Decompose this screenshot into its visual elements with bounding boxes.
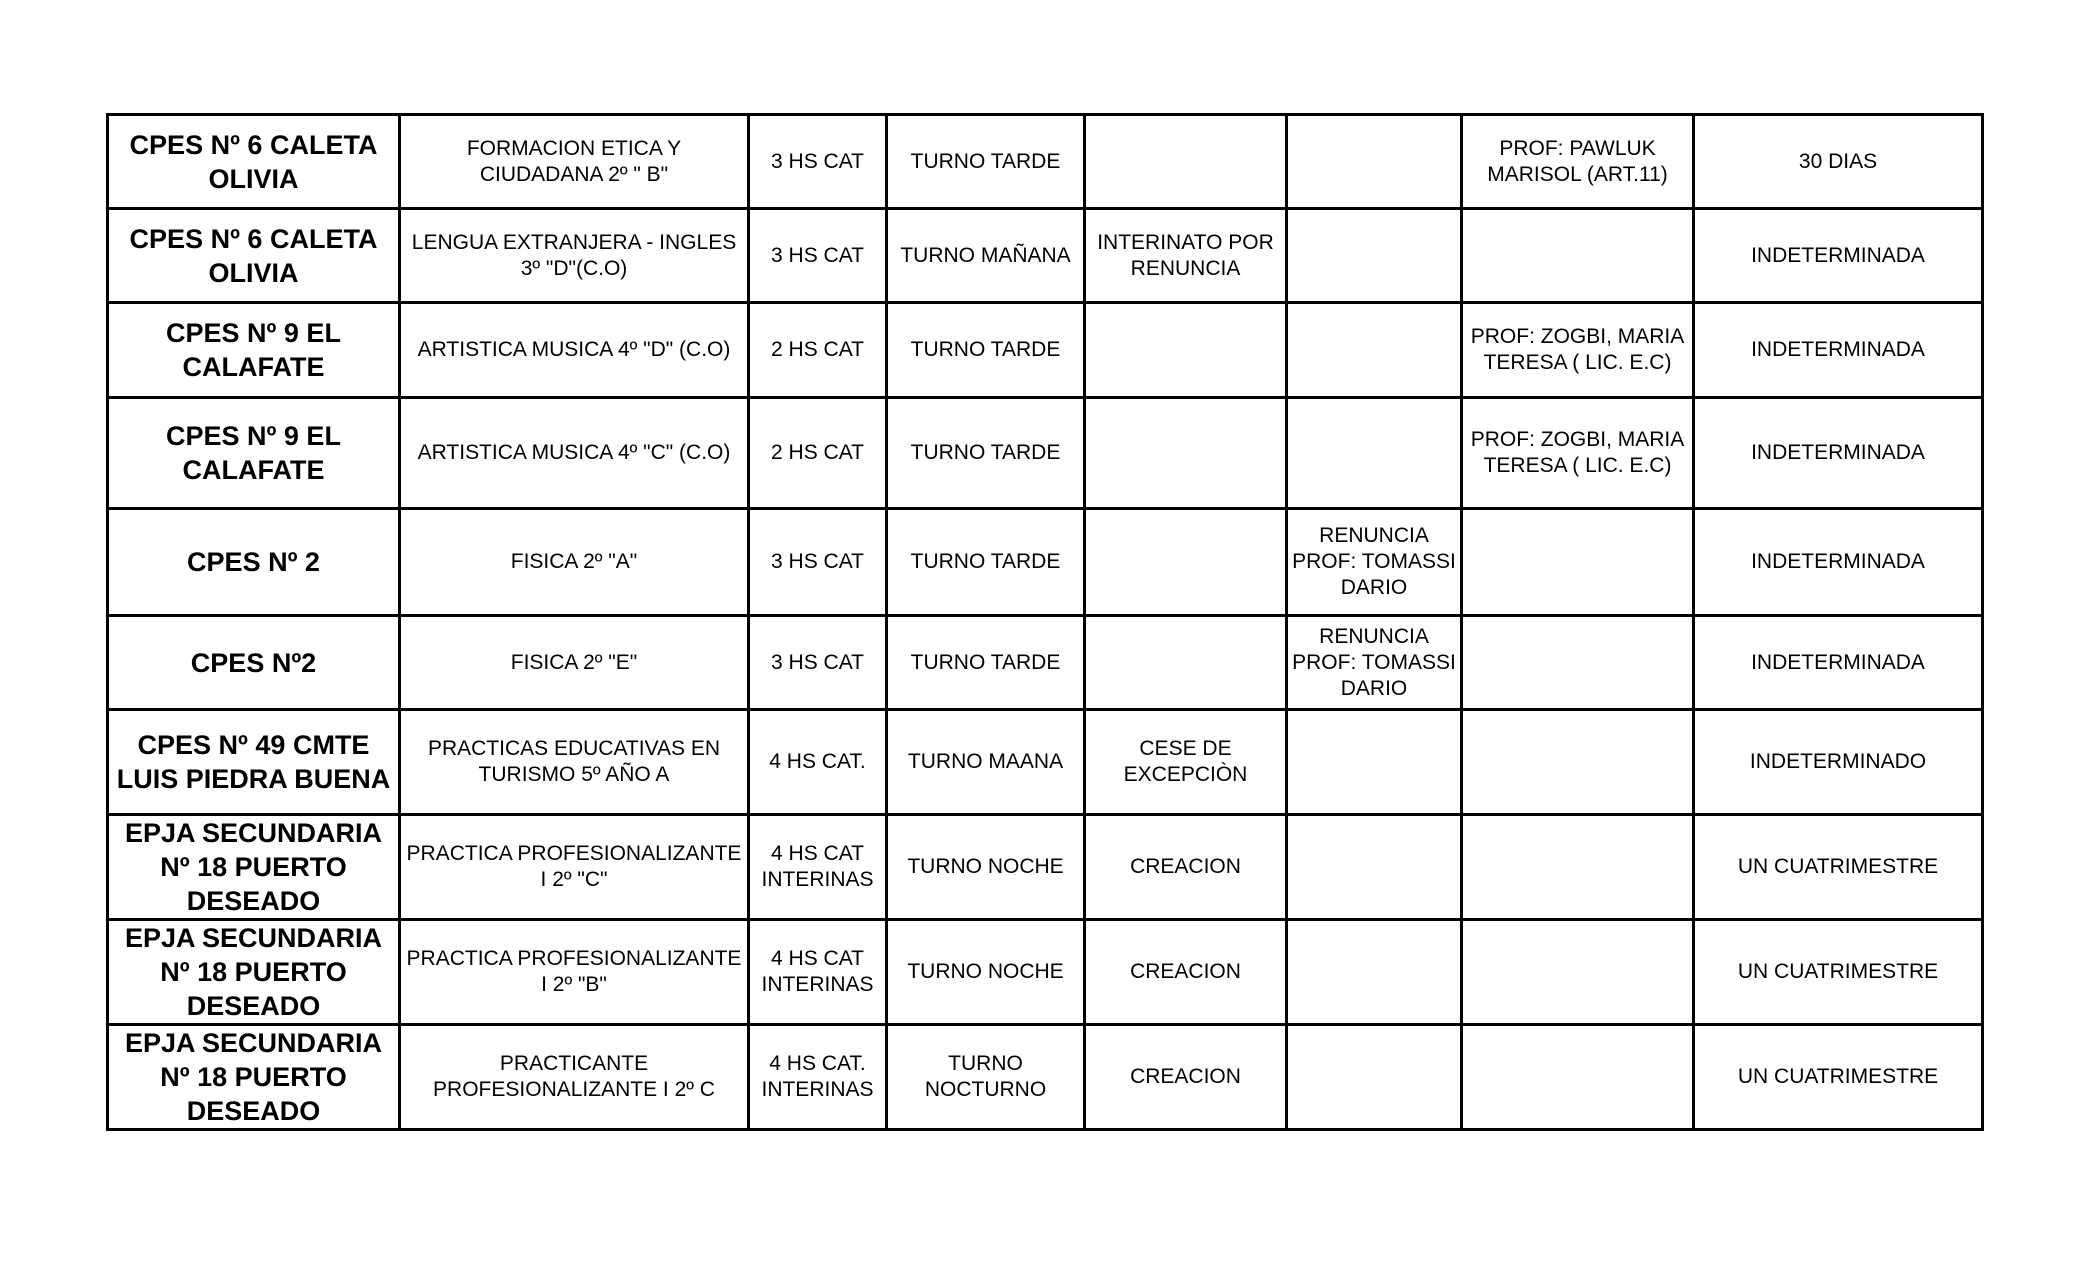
hours-cell: 4 HS CAT.	[749, 710, 887, 815]
replaces-cell	[1462, 209, 1694, 303]
subject-cell: PRACTICA PROFESIONALIZANTE I 2º "C"	[400, 815, 749, 920]
reason-cell: INTERINATO POR RENUNCIA	[1085, 209, 1287, 303]
shift-cell: TURNO NOCTURNO	[887, 1025, 1085, 1130]
hours-cell: 2 HS CAT	[749, 303, 887, 398]
school-cell: EPJA SECUNDARIA Nº 18 PUERTO DESEADO	[108, 920, 400, 1025]
shift-cell: TURNO NOCHE	[887, 920, 1085, 1025]
shift-cell: TURNO MAANA	[887, 710, 1085, 815]
table-row	[108, 509, 1983, 616]
duration-cell: INDETERMINADA	[1694, 616, 1983, 710]
replaces-cell: PROF: ZOGBI, MARIA TERESA ( LIC. E.C)	[1462, 303, 1694, 398]
school-cell: CPES Nº2	[108, 616, 400, 710]
subject-cell: ARTISTICA MUSICA 4º "C" (C.O)	[400, 398, 749, 509]
replaces-cell	[1462, 815, 1694, 920]
shift-cell: TURNO NOCHE	[887, 815, 1085, 920]
hours-cell: 4 HS CAT INTERINAS	[749, 920, 887, 1025]
replaces-cell: PROF: ZOGBI, MARIA TERESA ( LIC. E.C)	[1462, 398, 1694, 509]
previous-holder-cell	[1287, 710, 1462, 815]
duration-cell: UN CUATRIMESTRE	[1694, 920, 1983, 1025]
table-row	[108, 710, 1983, 815]
duration-cell: INDETERMINADO	[1694, 710, 1983, 815]
school-cell: CPES Nº 2	[108, 509, 400, 616]
school-cell: EPJA SECUNDARIA Nº 18 PUERTO DESEADO	[108, 1025, 400, 1130]
school-cell: CPES Nº 49 CMTE LUIS PIEDRA BUENA	[108, 710, 400, 815]
reason-cell: CREACION	[1085, 920, 1287, 1025]
table-row	[108, 920, 1983, 1025]
shift-cell: TURNO TARDE	[887, 303, 1085, 398]
table-row	[108, 398, 1983, 509]
previous-holder-cell: RENUNCIA PROF: TOMASSI DARIO	[1287, 509, 1462, 616]
vacancy-table	[106, 113, 1984, 1131]
subject-cell: PRACTICA PROFESIONALIZANTE I 2º "B"	[400, 920, 749, 1025]
previous-holder-cell	[1287, 115, 1462, 209]
replaces-cell	[1462, 509, 1694, 616]
hours-cell: 3 HS CAT	[749, 209, 887, 303]
duration-cell: INDETERMINADA	[1694, 209, 1983, 303]
school-cell: CPES Nº 6 CALETA OLIVIA	[108, 209, 400, 303]
subject-cell: FORMACION ETICA Y CIUDADANA 2º " B"	[400, 115, 749, 209]
reason-cell	[1085, 303, 1287, 398]
previous-holder-cell	[1287, 920, 1462, 1025]
shift-cell: TURNO TARDE	[887, 509, 1085, 616]
table-row	[108, 1025, 1983, 1130]
school-cell: CPES Nº 9 EL CALAFATE	[108, 303, 400, 398]
subject-cell: FISICA 2º "E"	[400, 616, 749, 710]
reason-cell	[1085, 616, 1287, 710]
replaces-cell	[1462, 1025, 1694, 1130]
previous-holder-cell	[1287, 1025, 1462, 1130]
reason-cell	[1085, 509, 1287, 616]
previous-holder-cell: RENUNCIA PROF: TOMASSI DARIO	[1287, 616, 1462, 710]
shift-cell: TURNO MAÑANA	[887, 209, 1085, 303]
hours-cell: 2 HS CAT	[749, 398, 887, 509]
duration-cell: INDETERMINADA	[1694, 398, 1983, 509]
hours-cell: 4 HS CAT INTERINAS	[749, 815, 887, 920]
table-row	[108, 303, 1983, 398]
school-cell: CPES Nº 9 EL CALAFATE	[108, 398, 400, 509]
table-row	[108, 115, 1983, 209]
previous-holder-cell	[1287, 209, 1462, 303]
shift-cell: TURNO TARDE	[887, 616, 1085, 710]
replaces-cell: PROF: PAWLUK MARISOL (ART.11)	[1462, 115, 1694, 209]
hours-cell: 4 HS CAT. INTERINAS	[749, 1025, 887, 1130]
table-row	[108, 616, 1983, 710]
hours-cell: 3 HS CAT	[749, 115, 887, 209]
reason-cell: CREACION	[1085, 815, 1287, 920]
previous-holder-cell	[1287, 303, 1462, 398]
school-cell: EPJA SECUNDARIA Nº 18 PUERTO DESEADO	[108, 815, 400, 920]
duration-cell: INDETERMINADA	[1694, 509, 1983, 616]
shift-cell: TURNO TARDE	[887, 115, 1085, 209]
school-cell: CPES Nº 6 CALETA OLIVIA	[108, 115, 400, 209]
table-row	[108, 815, 1983, 920]
reason-cell	[1085, 398, 1287, 509]
replaces-cell	[1462, 616, 1694, 710]
subject-cell: PRACTICANTE PROFESIONALIZANTE I 2º C	[400, 1025, 749, 1130]
subject-cell: ARTISTICA MUSICA 4º "D" (C.O)	[400, 303, 749, 398]
reason-cell: CESE DE EXCEPCIÒN	[1085, 710, 1287, 815]
subject-cell: FISICA 2º "A"	[400, 509, 749, 616]
duration-cell: INDETERMINADA	[1694, 303, 1983, 398]
duration-cell: 30 DIAS	[1694, 115, 1983, 209]
duration-cell: UN CUATRIMESTRE	[1694, 1025, 1983, 1130]
hours-cell: 3 HS CAT	[749, 616, 887, 710]
duration-cell: UN CUATRIMESTRE	[1694, 815, 1983, 920]
reason-cell	[1085, 115, 1287, 209]
replaces-cell	[1462, 920, 1694, 1025]
table-row	[108, 209, 1983, 303]
shift-cell: TURNO TARDE	[887, 398, 1085, 509]
subject-cell: LENGUA EXTRANJERA - INGLES 3º "D"(C.O)	[400, 209, 749, 303]
previous-holder-cell	[1287, 398, 1462, 509]
subject-cell: PRACTICAS EDUCATIVAS EN TURISMO 5º AÑO A	[400, 710, 749, 815]
reason-cell: CREACION	[1085, 1025, 1287, 1130]
previous-holder-cell	[1287, 815, 1462, 920]
hours-cell: 3 HS CAT	[749, 509, 887, 616]
replaces-cell	[1462, 710, 1694, 815]
document-page	[106, 113, 1981, 1131]
